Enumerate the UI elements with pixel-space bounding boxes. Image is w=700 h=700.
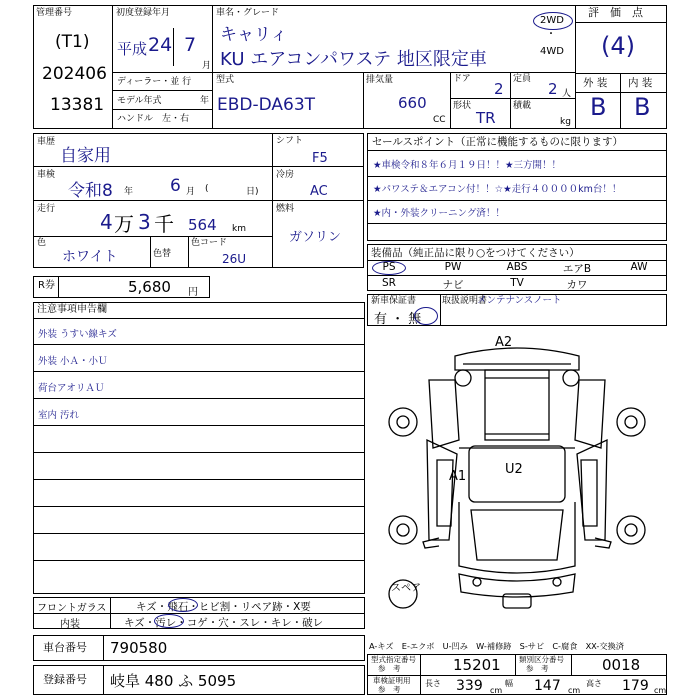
mileage-rest: 564 bbox=[188, 216, 217, 234]
history-label: 車歴 bbox=[37, 137, 56, 147]
displacement-value: 660 bbox=[398, 94, 427, 112]
sales-line-1: ★車検令和８年６月１９日！！★三方開！！ bbox=[373, 160, 562, 171]
height-label: 高さ bbox=[586, 679, 602, 688]
inspection-era: 令和8 bbox=[68, 181, 113, 201]
notes-block bbox=[33, 302, 365, 594]
equip-abs: ABS bbox=[506, 261, 528, 273]
exterior-label: 外 装 bbox=[583, 77, 608, 89]
recycle-box bbox=[33, 276, 210, 298]
class-sub: 参 考 bbox=[526, 664, 549, 673]
interior-label: 内 装 bbox=[628, 77, 653, 89]
color-label: 色 bbox=[37, 238, 47, 248]
chip-circle bbox=[168, 598, 198, 612]
equip-aw: AW bbox=[630, 261, 648, 273]
mileage-label: 走行 bbox=[37, 204, 56, 214]
mileage-sen: 千 bbox=[154, 212, 174, 236]
shape-label: 形状 bbox=[453, 101, 472, 111]
equip-tv: TV bbox=[510, 277, 524, 289]
chassis-label: 車台番号 bbox=[43, 641, 87, 654]
door-label: ドア bbox=[453, 74, 471, 84]
sales-line-3: ★内・外装クリーニング済！！ bbox=[373, 208, 505, 219]
height-value: 179 bbox=[622, 678, 649, 694]
recycle-label: R券 bbox=[38, 280, 55, 291]
first-reg-label: 初度登録年月 bbox=[116, 8, 171, 18]
first-reg-era: 平成 bbox=[117, 40, 148, 58]
history-value: 自家用 bbox=[60, 146, 111, 166]
mark-a2: A2 bbox=[495, 335, 513, 350]
handle-label: ハンドル 左・右 bbox=[117, 114, 190, 124]
color-code-label: 色コード bbox=[191, 238, 228, 248]
warranty-value: 有 ・ 無 bbox=[374, 312, 422, 327]
score-label: 評 価 点 bbox=[588, 6, 643, 19]
inspection-paren: ( bbox=[205, 184, 209, 194]
sales-title: セールスポイント（正常に機能するものに限ります） bbox=[372, 136, 624, 148]
model-value: EBD-DA63T bbox=[217, 95, 316, 115]
warranty-label: 新車保証書 bbox=[371, 296, 417, 306]
type-cert-sub: 参 考 bbox=[378, 664, 401, 673]
first-reg-month: 7 bbox=[184, 34, 197, 56]
door-value: 2 bbox=[494, 80, 504, 98]
capacity-label: 定員 bbox=[513, 74, 532, 84]
registration-label: 登録番号 bbox=[43, 673, 87, 686]
color-code-value: 26U bbox=[222, 252, 247, 266]
cert-sub: 参 考 bbox=[378, 685, 401, 694]
score-value: (4) bbox=[601, 32, 635, 60]
warranty-none-circle bbox=[414, 307, 438, 325]
mark-u2: U2 bbox=[505, 462, 523, 477]
equip-sr: SR bbox=[382, 277, 396, 289]
stain-circle bbox=[154, 614, 184, 628]
equip-airbag: エアB bbox=[562, 263, 592, 275]
fuel-label: 燃料 bbox=[276, 204, 295, 214]
color-change-label: 色替 bbox=[153, 249, 172, 259]
shape-value: TR bbox=[476, 109, 496, 127]
front-glass-items: キズ・飛石・ヒビ割・リペア跡・X要 bbox=[136, 601, 311, 613]
ac-value: AC bbox=[310, 184, 328, 199]
capacity-unit: 人 bbox=[562, 89, 572, 99]
type-cert-label: 型式指定番号 bbox=[371, 655, 416, 664]
note-line-3: 荷台アオリＡＵ bbox=[38, 383, 105, 394]
inspection-day-unit: 日) bbox=[246, 187, 259, 197]
mgmt-number-2: 13381 bbox=[50, 95, 105, 115]
inspection-year-unit: 年 bbox=[124, 187, 134, 197]
sales-line-2: ★パワステ＆エアコン付！！☆★走行４００００km台！！ bbox=[373, 184, 622, 195]
mgmt-t: (T1) bbox=[55, 32, 90, 52]
mark-a1: A1 bbox=[449, 469, 467, 484]
manual-label: 取扱説明書 bbox=[442, 296, 488, 306]
width-value: 147 bbox=[534, 678, 561, 694]
dealer-label: ディーラー・並 行 bbox=[117, 77, 192, 87]
load-label: 積載 bbox=[513, 101, 532, 111]
load-unit: kg bbox=[560, 117, 571, 127]
equip-leather: カワ bbox=[566, 279, 588, 291]
recycle-unit: 円 bbox=[188, 287, 198, 298]
class-label: 類別区分番号 bbox=[519, 655, 564, 664]
mgmt-label: 管理番号 bbox=[36, 8, 73, 18]
shift-label: シフト bbox=[276, 136, 304, 146]
model-year-unit: 年 bbox=[200, 96, 210, 106]
inspection-month: 6 bbox=[170, 176, 181, 196]
drive-dot: ・ bbox=[546, 29, 556, 40]
width-label: 幅 bbox=[505, 679, 513, 688]
manual-note: メンテナンスノート bbox=[477, 295, 562, 306]
note-line-4: 室内 汚れ bbox=[38, 410, 80, 421]
mileage-1k: 3 bbox=[138, 210, 151, 234]
mgmt-number-1: 202406 bbox=[42, 64, 107, 84]
length-value: 339 bbox=[456, 678, 483, 694]
first-reg-month-unit: 月 bbox=[202, 61, 212, 71]
type-cert-value: 15201 bbox=[453, 656, 501, 674]
front-glass-label: フロントガラス bbox=[37, 603, 107, 614]
color-value: ホワイト bbox=[62, 249, 118, 265]
class-value: 0018 bbox=[602, 656, 641, 674]
equip-ps: PS bbox=[382, 261, 396, 273]
equip-navi: ナビ bbox=[442, 279, 464, 291]
note-line-2: 外装 小Ａ・小Ｕ bbox=[38, 356, 108, 367]
inspection-month-unit: 月 bbox=[186, 187, 196, 197]
name-label: 車名・グレード bbox=[216, 8, 280, 18]
model-year-label: モデル年式 bbox=[117, 96, 162, 106]
model-label: 型式 bbox=[216, 75, 235, 85]
equip-pw: PW bbox=[444, 261, 462, 273]
car-name: キャリィ bbox=[220, 25, 288, 45]
length-unit: cm bbox=[490, 686, 503, 695]
drive-2wd: 2WD bbox=[540, 15, 564, 26]
damage-legend: A-キズ E-エクボ U-凹み W-補修跡 S-サビ C-腐食 XX-交換済 bbox=[369, 641, 624, 651]
notes-title: 注意事項申告欄 bbox=[37, 304, 107, 315]
cert-label: 車検証明用 bbox=[373, 676, 411, 685]
ac-label: 冷房 bbox=[276, 170, 295, 180]
spare-label: スペア bbox=[391, 583, 421, 594]
car-grade: KU エアコンパワステ 地区限定車 bbox=[220, 49, 487, 70]
chassis-value: 790580 bbox=[110, 639, 168, 657]
displacement-label: 排気量 bbox=[366, 75, 394, 85]
mileage-10k: 4 bbox=[100, 210, 113, 234]
equipment-title: 装備品（純正品に限り○をつけてください） bbox=[371, 247, 580, 259]
displacement-unit: CC bbox=[433, 115, 446, 125]
inspection-label: 車検 bbox=[37, 170, 56, 180]
drive-4wd: 4WD bbox=[540, 46, 564, 57]
height-unit: cm bbox=[654, 686, 667, 695]
exterior-grade: B bbox=[590, 93, 607, 121]
shift-value: F5 bbox=[312, 151, 328, 166]
registration-value: 岐阜 480 ふ 5095 bbox=[110, 672, 237, 690]
interior-grade: B bbox=[634, 93, 651, 121]
mileage-unit: km bbox=[232, 224, 246, 234]
mileage-man: 万 bbox=[114, 212, 134, 236]
interior-items: キズ・汚レ・コゲ・穴・スレ・キレ・破レ bbox=[124, 617, 324, 629]
first-reg-year: 24 bbox=[148, 34, 173, 56]
note-line-1: 外装 うすい線キズ bbox=[38, 329, 117, 340]
recycle-value: 5,680 bbox=[128, 278, 171, 296]
capacity-value: 2 bbox=[548, 80, 558, 98]
width-unit: cm bbox=[568, 686, 581, 695]
length-label: 長さ bbox=[425, 679, 441, 688]
interior-label: 内装 bbox=[60, 619, 80, 630]
fuel-value: ガソリン bbox=[289, 230, 342, 245]
